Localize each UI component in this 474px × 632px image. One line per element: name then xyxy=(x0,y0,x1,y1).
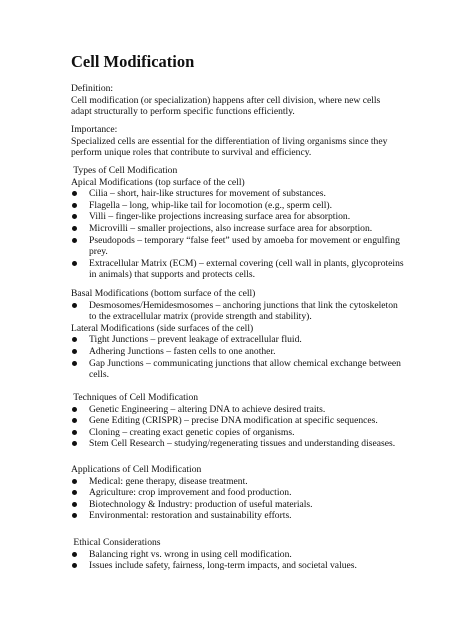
list-item-text: Gap Junctions – communicating junctions that allow chemical exchange between xyxy=(89,357,401,369)
list-item-text-continued: cells. xyxy=(89,369,109,381)
list-item-text: Microvilli – smaller projections, also increase surface area for absorption. xyxy=(89,222,373,234)
importance-heading: Importance: xyxy=(71,124,118,135)
list-item-text: Environmental: restoration and sustainability efforts. xyxy=(89,510,292,522)
applications-section xyxy=(71,464,416,522)
bullet-icon xyxy=(72,502,77,507)
list-item-text: Agriculture: crop improvement and food production. xyxy=(89,487,292,499)
list-item-text: Stem Cell Research – studying/regenerating tissues and understanding diseases. xyxy=(89,438,396,450)
list-item-text: Genetic Engineering – altering DNA to achieve desired traits. xyxy=(89,403,326,415)
importance-text-line: perform unique roles that contribute to survival and efficiency. xyxy=(71,147,312,159)
list-item-text: Cloning – creating exact genetic copies of organisms. xyxy=(89,426,295,438)
lateral-heading: Lateral Modifications (side surfaces of the cell) xyxy=(71,322,254,334)
techniques-heading: Techniques of Cell Modification xyxy=(71,392,199,403)
list-item xyxy=(71,258,416,281)
list-item-text: Extracellular Matrix (ECM) – external covering (cell wall in plants, glycoproteins xyxy=(89,257,404,269)
definition-section xyxy=(71,83,416,118)
bullet-icon xyxy=(72,513,77,518)
bullet-icon xyxy=(72,407,77,412)
list-item xyxy=(71,427,416,439)
bullet-icon xyxy=(72,203,77,208)
list-item xyxy=(71,415,416,427)
list-item-text: Villi – finger-like projections increasing surface area for absorption. xyxy=(89,211,351,223)
bullet-icon xyxy=(72,552,77,557)
techniques-section xyxy=(71,392,416,450)
bullet-icon xyxy=(72,441,77,446)
list-item xyxy=(71,438,416,450)
list-item xyxy=(71,223,416,235)
importance-text-line: Specialized cells are essential for the differentiation of living organisms since they xyxy=(71,135,388,147)
lateral-list xyxy=(71,334,416,380)
list-item-text: Medical: gene therapy, disease treatment. xyxy=(89,475,248,487)
definition-text-line: adapt structurally to perform specific functions efficiently. xyxy=(71,106,295,118)
ethics-heading: Ethical Considerations xyxy=(71,537,161,548)
list-item-text: Issues include safety, fairness, long-term impacts, and societal values. xyxy=(89,560,357,572)
list-item-text: Biotechnology & Industry: production of useful materials. xyxy=(89,498,313,510)
bullet-icon xyxy=(72,303,77,308)
list-item xyxy=(71,499,416,511)
list-item-text: Pseudopods – temporary “false feet” used by amoeba for movement or engulfing xyxy=(89,234,400,246)
bullet-icon xyxy=(72,261,77,266)
ethics-section xyxy=(71,537,416,572)
bullet-icon xyxy=(72,430,77,435)
bullet-icon xyxy=(72,226,77,231)
bullet-icon xyxy=(72,191,77,196)
list-item-text: Desmosomes/Hemidesmosomes – anchoring junctions that link the cytoskeleton xyxy=(89,299,398,311)
definition-text-line: Cell modification (or specialization) happens after cell division, where new cells xyxy=(71,94,381,106)
list-item xyxy=(71,334,416,346)
importance-section xyxy=(71,124,416,159)
bullet-icon xyxy=(72,361,77,366)
list-item xyxy=(71,404,416,416)
list-item-text: Cilia – short, hair-like structures for movement of substances. xyxy=(89,188,326,200)
list-item xyxy=(71,549,416,561)
list-item xyxy=(71,510,416,522)
list-item-text: Gene Editing (CRISPR) – precise DNA modification at specific sequences. xyxy=(89,415,378,427)
list-item-text-continued: in animals) that supports and protects cells. xyxy=(89,269,255,281)
bullet-icon xyxy=(72,418,77,423)
applications-heading: Applications of Cell Modification xyxy=(71,464,202,475)
bullet-icon xyxy=(72,214,77,219)
list-item xyxy=(71,476,416,488)
list-item-text: Flagella – long, whip-like tail for locomotion (e.g., sperm cell). xyxy=(89,199,332,211)
list-item-text-continued: prey. xyxy=(89,246,108,258)
ethics-list xyxy=(71,549,416,572)
list-item-text-continued: to the extracellular matrix (provide strength and stability). xyxy=(89,311,312,323)
list-item xyxy=(71,211,416,223)
list-item-text: Balancing right vs. wrong in using cell modification. xyxy=(89,548,292,560)
applications-list xyxy=(71,476,416,522)
apical-heading: Apical Modifications (top surface of the cell) xyxy=(71,176,245,188)
techniques-list xyxy=(71,404,416,450)
apical-list xyxy=(71,188,416,281)
types-heading: Types of Cell Modification xyxy=(71,165,178,176)
bullet-icon xyxy=(72,490,77,495)
list-item xyxy=(71,346,416,358)
list-item xyxy=(71,188,416,200)
list-item-text: Tight Junctions – prevent leakage of extracellular fluid. xyxy=(89,334,302,346)
bullet-icon xyxy=(72,337,77,342)
list-item-text: Adhering Junctions – fasten cells to one another. xyxy=(89,345,276,357)
types-section xyxy=(71,165,416,281)
bullet-icon xyxy=(72,479,77,484)
basal-list xyxy=(71,300,416,323)
list-item xyxy=(71,300,416,323)
bullet-icon xyxy=(72,563,77,568)
definition-heading: Definition: xyxy=(71,83,114,94)
list-item xyxy=(71,235,416,258)
basal-lateral-section xyxy=(71,288,416,381)
basal-heading: Basal Modifications (bottom surface of the cell) xyxy=(71,288,256,299)
bullet-icon xyxy=(72,238,77,243)
list-item xyxy=(71,358,416,381)
list-item xyxy=(71,200,416,212)
list-item xyxy=(71,487,416,499)
list-item xyxy=(71,560,416,572)
bullet-icon xyxy=(72,349,77,354)
page-title: Cell Modification xyxy=(71,52,195,71)
